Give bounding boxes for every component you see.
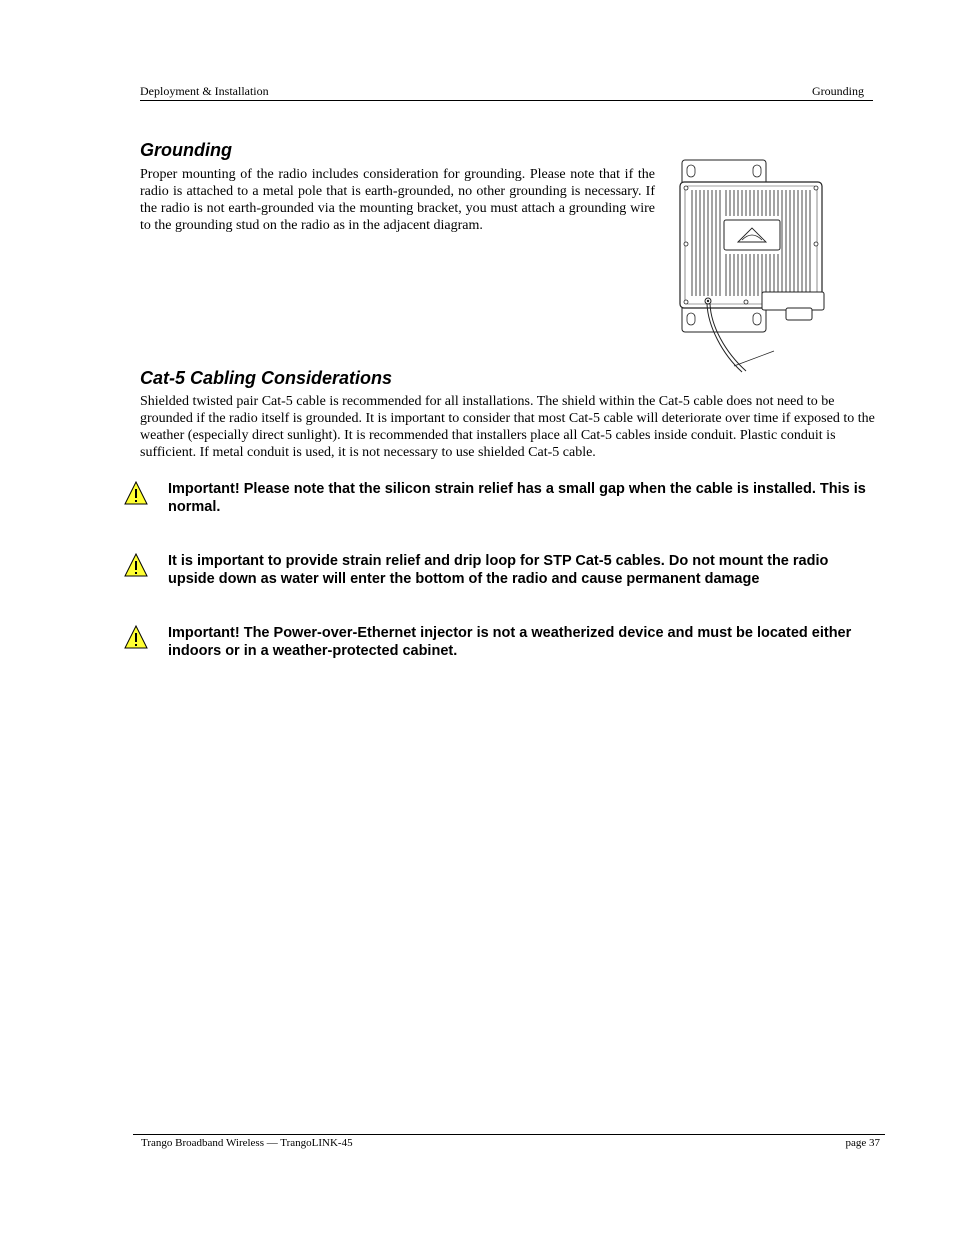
footer-product: Trango Broadband Wireless — TrangoLINK-45 <box>141 1137 353 1149</box>
warning-text: Important! The Power-over-Ethernet injector is not a weatherized device and must be located either indoors or in a weather-protected cabinet. <box>168 625 852 659</box>
header-topic: Grounding <box>812 84 864 98</box>
warning-triangle-icon <box>124 480 148 506</box>
grounding-paragraph: Proper mounting of the radio includes consideration for grounding. Please note that if the radio is attached to a metal pole that is earth-grounded, no other grounding is necessary. If the radio is not earth-grounded via the mounting bracket, you must attach a grounding wire to the grounding stud on the radio as in the adjacent diagram. <box>140 167 655 233</box>
cat5-paragraph: Shielded twisted pair Cat-5 cable is recommended for all installations. The shield within the Cat-5 cable does not need to be grounded if the radio itself is grounded. It is important to consider that most Cat-5 cable will deteriorate over time if exposed to the weather (especially direct sunlight). It is recommended that installers place all Cat-5 cables inside conduit. Plastic conduit is sufficient. If metal conduit is used, it is not necessary to use shielded Cat-5 cable. <box>140 394 875 460</box>
page-number: page 37 <box>845 1137 880 1149</box>
warning-triangle-icon <box>124 552 148 578</box>
warning-text: Important! Please note that the silicon strain relief has a small gap when the cable is installed. This is normal. <box>168 481 866 515</box>
page-header <box>140 84 873 101</box>
warning-triangle-icon <box>124 624 148 650</box>
warning-text: It is important to provide strain relief and drip loop for STP Cat-5 cables. Do not mount the radio upside down as water will enter the bottom of the radio and cause permanent damage <box>168 553 829 587</box>
radio-grounding-diagram <box>676 158 826 374</box>
cat5-heading: Cat-5 Cabling Considerations <box>140 368 393 388</box>
grounding-heading: Grounding <box>140 140 232 160</box>
header-section-title: Deployment & Installation <box>140 84 269 98</box>
page-footer <box>133 1134 885 1151</box>
